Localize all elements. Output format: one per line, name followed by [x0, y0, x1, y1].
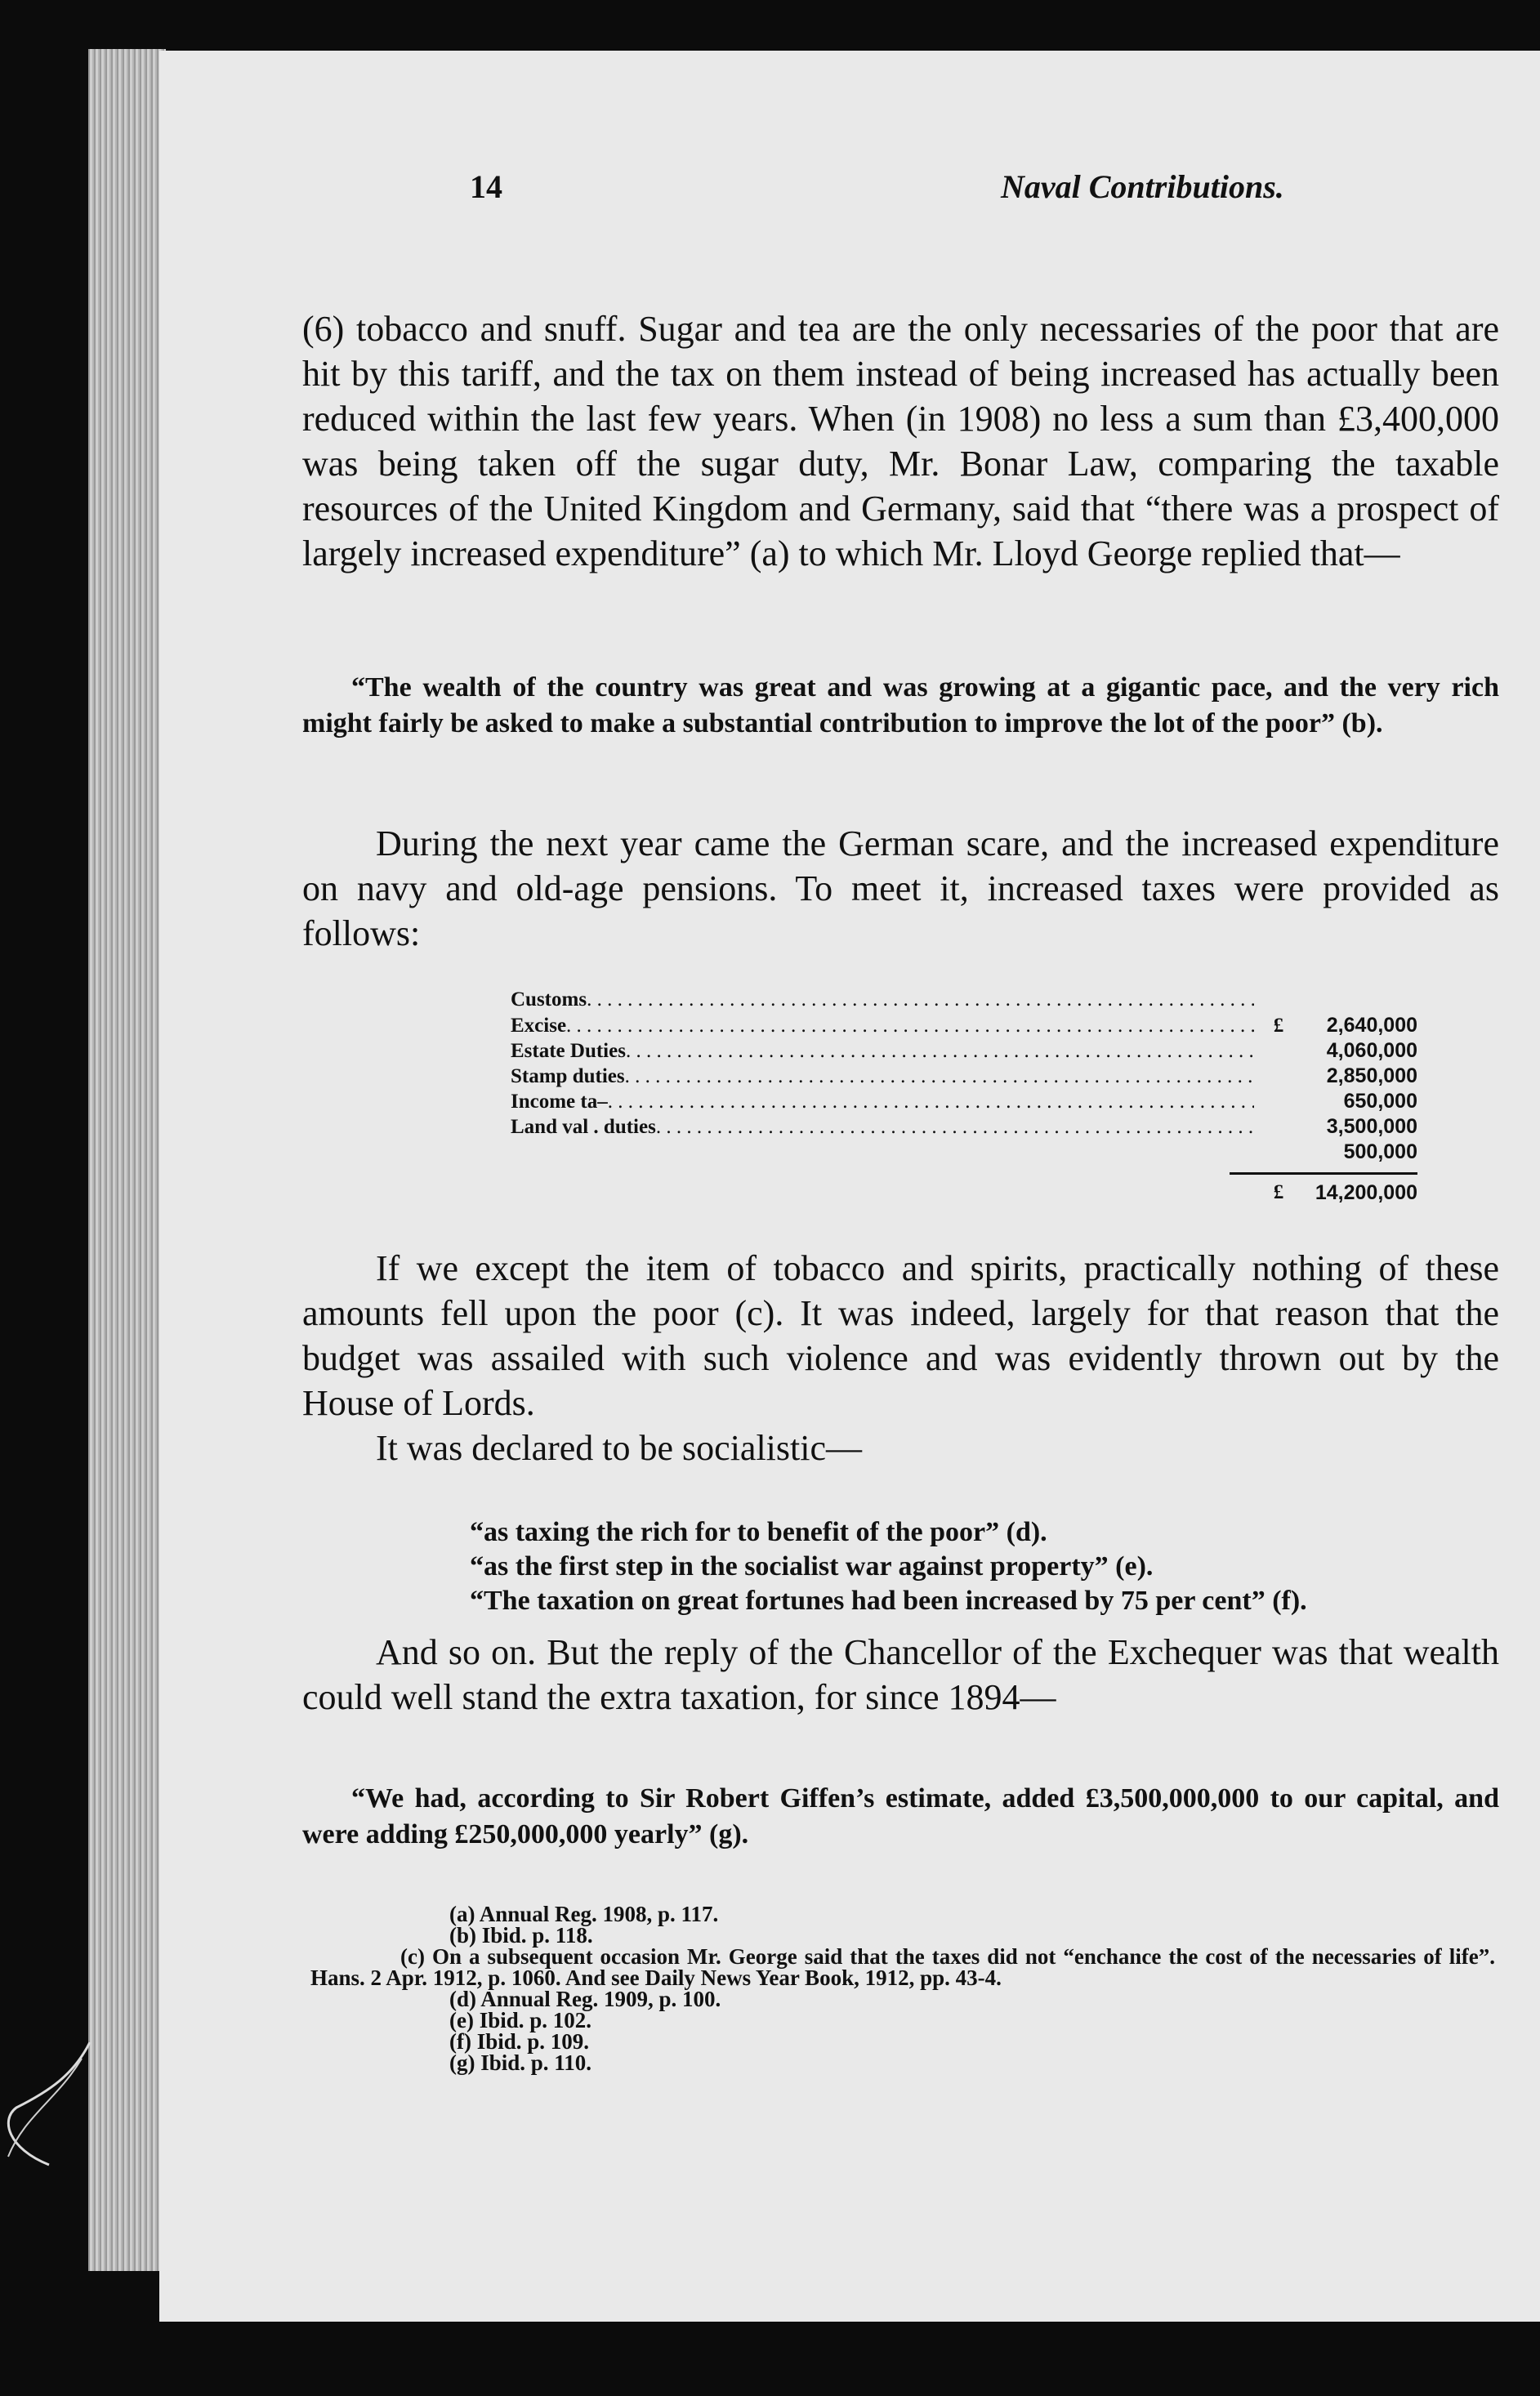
quote-line: “as the first step in the socialist war against property” (e). [470, 1551, 1154, 1582]
tax-amount: 500,000 [1343, 1140, 1417, 1163]
footnote: (a) Annual Reg. 1908, p. 117. [449, 1902, 719, 1926]
tax-amount: 3,500,000 [1326, 1115, 1417, 1138]
tax-name: Excise [511, 1015, 567, 1037]
tax-row [511, 1064, 1417, 1090]
quote-wealth-of-country: “The wealth of the country was great and was growing at a gigantic pace, and the very rich might fairly be asked to make a substantial contribution to improve the lot of the poor” (b). [302, 672, 1499, 738]
tax-amount: 2,640,000 [1326, 1014, 1417, 1037]
quote-line: “The taxation on great fortunes had been increased by 75 per cent” (f). [470, 1586, 1307, 1616]
tax-name: Stamp duties [511, 1065, 625, 1087]
tax-name: Customs [511, 988, 587, 1011]
footnotes [310, 1902, 1495, 2075]
tax-row [511, 1090, 1417, 1115]
footnote: (b) Ibid. p. 118. [449, 1923, 593, 1948]
paragraph-german-scare: During the next year came the German scare, and the increased expenditure on navy and old-age pensions. To meet it, increased taxes were provided as follows: [302, 823, 1499, 953]
leader-dots [566, 1015, 1254, 1037]
paragraph-except-tobacco: If we except the item of tobacco and spirits, practically nothing of these amounts fell upon the poor (c). It was indeed, largely for that reason that the budget was assailed with such violence and was evidently thrown out by the House of Lords. [302, 1248, 1499, 1423]
tax-name: Income ta– [511, 1091, 608, 1113]
tax-amount: 4,060,000 [1326, 1039, 1417, 1062]
page-number: 14 [470, 168, 502, 205]
footnote: (c) On a subsequent occasion Mr. George said that the taxes did not “enchance the cost of the necessaries of life”. Hans. 2 Apr. 1912, p. 1060. And see Daily News Year Book, 1912, pp. 43-4. [310, 1944, 1495, 1990]
tax-row [511, 988, 1417, 1014]
tax-row [511, 1115, 1417, 1140]
tax-total-row [511, 1181, 1417, 1205]
footnote: (g) Ibid. p. 110. [449, 2050, 592, 2075]
leader-dots [587, 988, 1254, 1011]
footnote: (f) Ibid. p. 109. [449, 2029, 590, 2054]
total-amount: 14,200,000 [1315, 1181, 1417, 1204]
leader-dots [626, 1040, 1254, 1063]
tax-row [511, 1039, 1417, 1064]
paragraph-socialistic: It was declared to be socialistic— [376, 1428, 863, 1468]
tax-name: Estate Duties [511, 1040, 626, 1062]
tax-amount: 2,850,000 [1326, 1064, 1417, 1087]
total-rule [1230, 1172, 1417, 1175]
page-edge [88, 49, 166, 2271]
running-title: Naval Contributions. [1001, 168, 1284, 205]
footnote: (d) Annual Reg. 1909, p. 100. [449, 1987, 721, 2011]
tax-row [511, 1014, 1417, 1039]
page-header [306, 167, 1475, 216]
tax-amount: 650,000 [1343, 1090, 1417, 1113]
paragraph-tobacco-tariff: (6) tobacco and snuff. Sugar and tea are the only necessaries of the poor that are hit by this tariff, and the tax on them instead of being increased has actually been reduced within the last few years. When (in 1908) no less a sum than £3,400,000 was being taken off the sugar duty, Mr. Bonar Law, comparing the taxable resources of the United Kingdom and Germany, said that “there was a prospect of largely increased expenditure” (a) to which Mr. Lloyd George replied that— [302, 309, 1499, 573]
quote-giffen-estimate: “We had, according to Sir Robert Giffen’s estimate, added £3,500,000,000 to our capital, and were adding £250,000,000 yearly” (g). [302, 1783, 1499, 1849]
leader-dots [625, 1065, 1254, 1088]
tax-row [511, 1140, 1417, 1166]
tax-currency: £ [1273, 1015, 1284, 1037]
quote-line: “as taxing the rich for to benefit of the poor” (d). [470, 1517, 1047, 1547]
loose-thread [0, 2042, 106, 2173]
total-currency: £ [1273, 1181, 1284, 1203]
footnote: (e) Ibid. p. 102. [449, 2008, 592, 2032]
paragraph-chancellor-reply: And so on. But the reply of the Chancellor of the Exchequer was that wealth could well stand the extra taxation, for since 1894— [302, 1632, 1499, 1717]
leader-dots [656, 1116, 1254, 1139]
leader-dots [608, 1091, 1254, 1113]
quotes-list [470, 1515, 1499, 1618]
tax-name: Land val . duties [511, 1116, 656, 1138]
tax-table [511, 988, 1417, 1205]
